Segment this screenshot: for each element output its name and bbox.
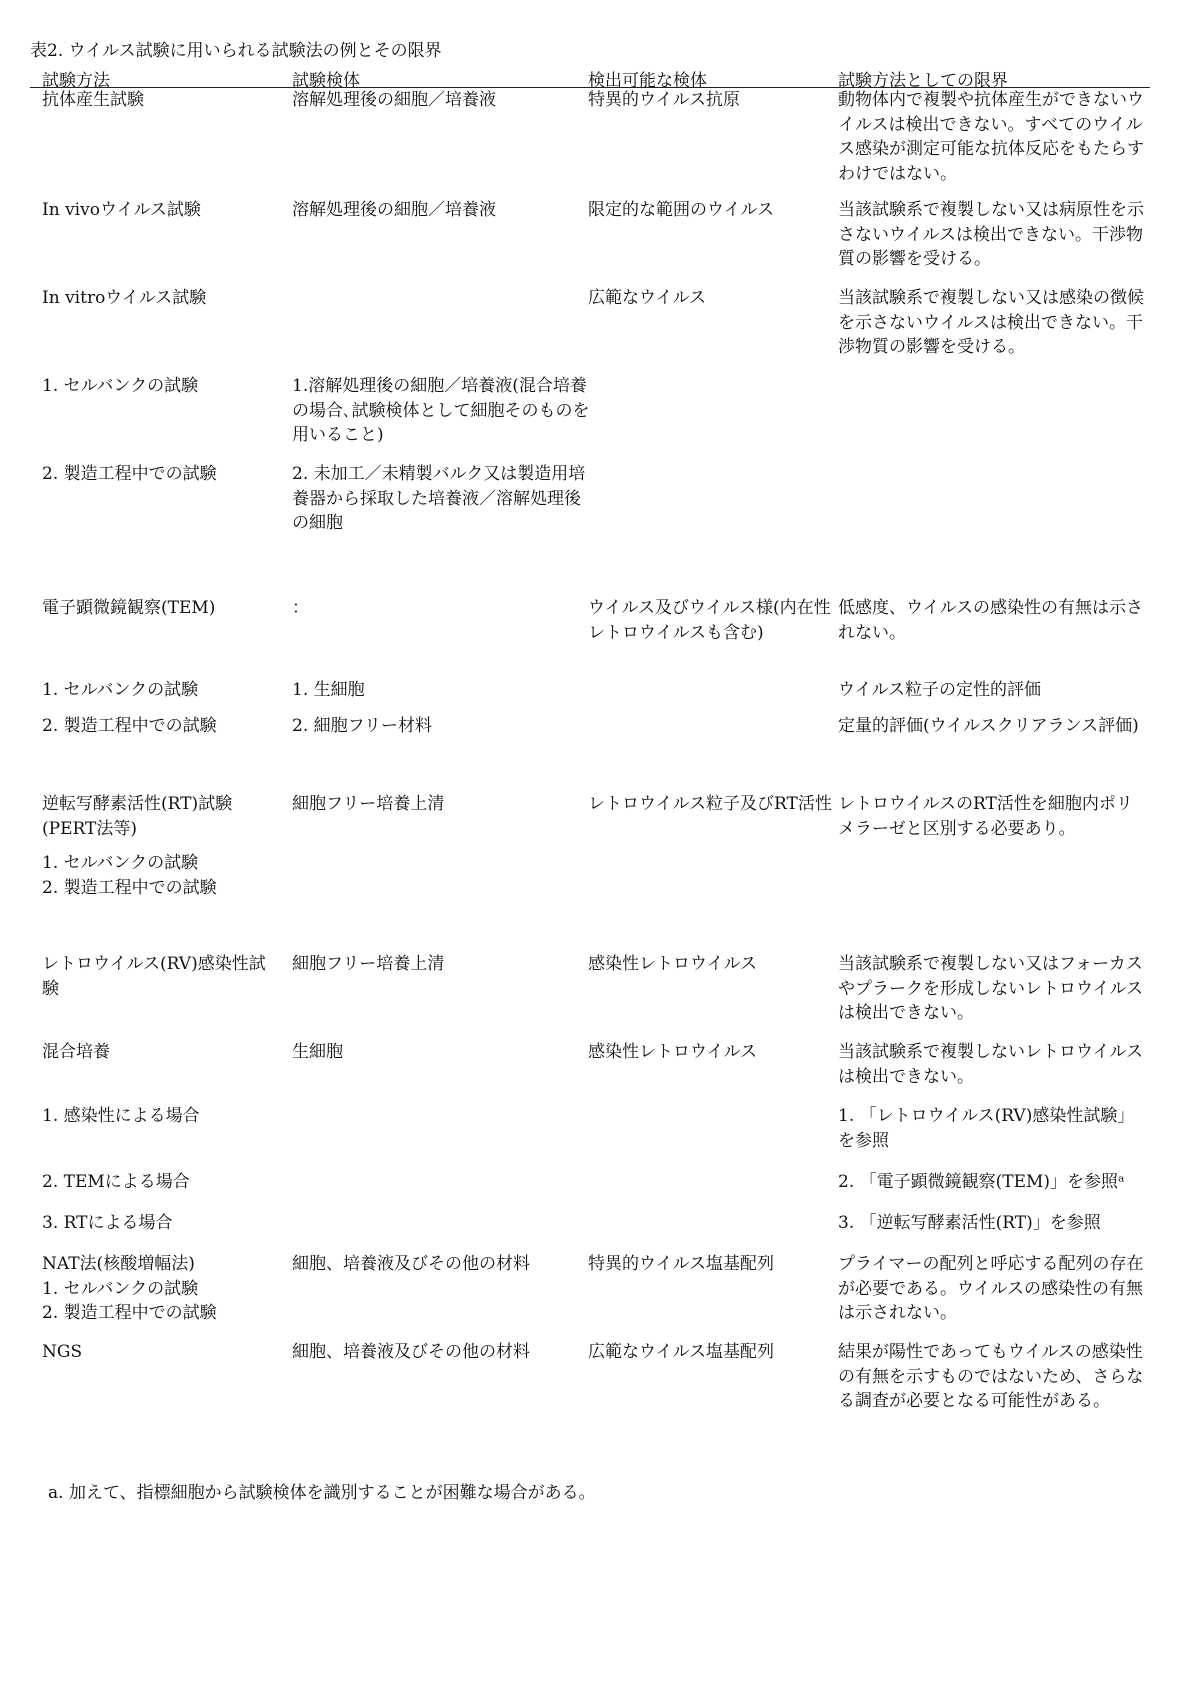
cell-detectable: 限定的な範囲のウイルス [588,200,774,220]
cell-test-method: レトロウイルス(RV)感染性試験 [42,954,266,999]
header-test-method: 試験方法 [42,71,110,91]
cell-test-method: In vitroウイルス試験 [42,288,207,308]
cell-test-sample: 2. 細胞フリー材料 [292,716,432,736]
cell-limitations: 結果が陽性であってもウイルスの感染性の有無を示すものではないため、さらなる調査が必要となる可能性がある。 [838,1342,1144,1412]
cell-test-sample: 1. 生細胞 [292,680,365,700]
cell-test-method: 2. 製造工程中での試験 [42,464,217,484]
cell-limitations: 当該試験系で複製しない又は病原性を示さないウイルスは検出できない。干渉物質の影響を受ける。 [838,200,1144,270]
header-test-sample: 試験検体 [292,71,360,91]
footnote: a. 加えて、指標細胞から試験検体を識別することが困難な場合がある。 [48,1483,596,1503]
cell-limitations: ウイルス粒子の定性的評価 [838,680,1041,700]
cell-test-method-line: NAT法(核酸増幅法) [42,1254,195,1274]
cell-limitations: 動物体内で複製や抗体産生ができないウイルスは検出できない。すべてのウイルス感染が測定可能な抗体反応をもたらすわけではない。 [838,90,1144,184]
cell-test-sample: 溶解処理後の細胞／培養液 [292,90,496,110]
cell-detectable: 広範なウイルス塩基配列 [588,1342,774,1362]
cell-test-method: 3. RTによる場合 [42,1213,173,1233]
cell-detectable: ウイルス及びウイルス様(内在性レトロウイルスも含む) [588,598,831,643]
cell-test-method: 2. 製造工程中での試験 [42,716,217,736]
cell-limitations: 3. 「逆転写酵素活性(RT)」を参照 [838,1213,1101,1233]
cell-test-sample: 生細胞 [292,1042,343,1062]
cell-test-method: 電子顕微鏡観察(TEM) [42,598,216,618]
cell-test-sample: 1.溶解処理後の細胞／培養液(混合培養の場合､試験検体として細胞そのものを用いること) [292,376,590,446]
cell-detectable: 特異的ウイルス塩基配列 [588,1254,774,1274]
cell-detectable: 感染性レトロウイルス [588,954,757,974]
cell-limitations: 当該試験系で複製しない又はフォーカスやプラークを形成しないレトロウイルスは検出できない。 [838,954,1143,1024]
cell-limitations: 1. 「レトロウイルス(RV)感染性試験」を参照 [838,1106,1135,1151]
cell-detectable: レトロウイルス粒子及びRT活性 [588,794,832,814]
cell-test-method [42,1252,282,1326]
header-limitations: 試験方法としての限界 [838,71,1008,91]
cell-limitations: プライマーの配列と呼応する配列の存在が必要である。ウイルスの感染性の有無は示されない。 [838,1254,1144,1324]
cell-test-method-line: 1. セルバンクの試験 [42,1278,199,1299]
cell-detectable: 特異的ウイルス抗原 [588,90,740,110]
cell-limitations: 定量的評価(ウイルスクリアランス評価) [838,716,1139,736]
cell-test-sample: ： [292,598,309,618]
cell-test-method: 1. 感染性による場合 [42,1106,200,1126]
cell-test-method: 2. TEMによる場合 [42,1172,190,1192]
cell-test-sample: 2. 未加工／未精製バルク又は製造用培養器から採取した培養液／溶解処理後の細胞 [292,464,586,534]
cell-test-method: NGS [42,1342,83,1362]
cell-test-sample: 細胞フリー培養上清 [292,794,445,814]
cell-test-method: In vivoウイルス試験 [42,200,201,220]
cell-test-sample: 細胞、培養液及びその他の材料 [292,1342,530,1362]
cell-test-sample: 細胞フリー培養上清 [292,954,445,974]
cell-test-method: 抗体産生試験 [42,90,144,110]
cell-limitations: 当該試験系で複製しないレトロウイルスは検出できない。 [838,1042,1143,1087]
cell-test-sample: 細胞、培養液及びその他の材料 [292,1254,530,1274]
cell-test-method: 2. 製造工程中での試験 [42,878,217,898]
cell-test-method-line: 2. 製造工程中での試験 [42,1303,217,1324]
cell-test-method: 混合培養 [42,1042,110,1062]
header-detectable: 検出可能な検体 [588,71,707,91]
table-title: 表2. ウイルス試験に用いられる試験法の例とその限界 [30,41,442,61]
cell-detectable: 感染性レトロウイルス [588,1042,757,1062]
cell-test-method: 逆転写酵素活性(RT)試験(PERT法等) [42,794,233,839]
cell-test-method: 1. セルバンクの試験 [42,680,199,700]
cell-test-method: 1. セルバンクの試験 [42,853,199,873]
cell-limitations: 低感度、ウイルスの感染性の有無は示されない。 [838,598,1143,643]
cell-test-sample: 溶解処理後の細胞／培養液 [292,200,496,220]
cell-limitations: レトロウイルスのRT活性を細胞内ポリメラーゼと区別する必要あり。 [838,794,1133,839]
cell-detectable: 広範なウイルス [588,288,706,308]
document-page [30,0,1150,1695]
cell-test-method: 1. セルバンクの試験 [42,376,199,396]
cell-limitations: 当該試験系で複製しない又は感染の徴候を示さないウイルスは検出できない。干渉物質の影響を受ける。 [838,288,1144,358]
cell-limitations: 2. 「電子顕微鏡観察(TEM)」を参照ᵃ [838,1172,1125,1192]
